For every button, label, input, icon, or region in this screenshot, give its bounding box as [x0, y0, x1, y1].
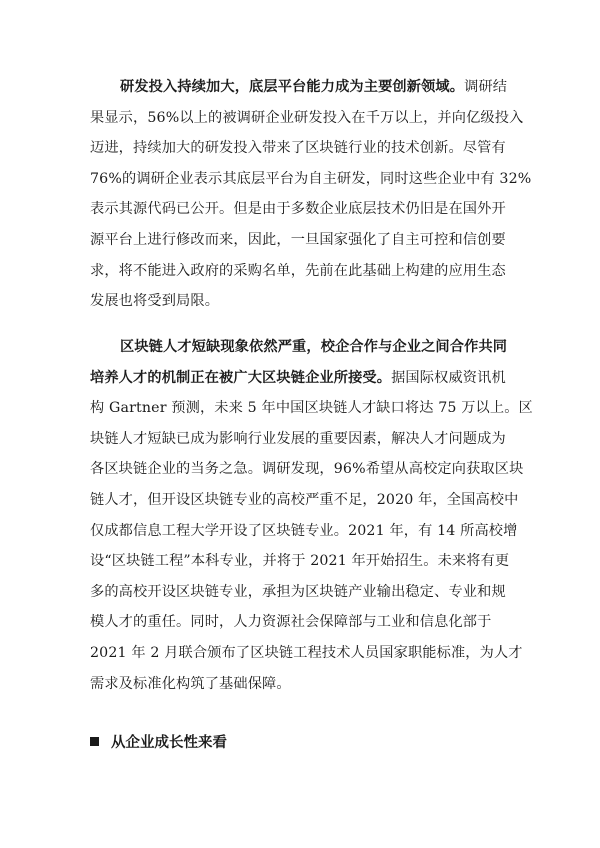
- paragraph-line: 表示其源代码已公开。但是由于多数企业底层技术仍旧是在国外开: [90, 201, 506, 218]
- paragraph-line: 发展也将受到局限。: [90, 293, 220, 310]
- paragraph-text: 据国际权威资讯机: [391, 369, 506, 386]
- paragraph-lead-bold: 区块链人才短缺现象依然严重，校企合作与企业之间合作共同: [120, 339, 508, 355]
- paragraph-line: 2021 年 2 月联合颁布了区块链工程技术人员国家职能标准，为人才: [90, 644, 523, 661]
- paragraph-rd-investment: [90, 72, 532, 317]
- paragraph-lead-bold: 研发投入持续加大，底层平台能力成为主要创新领域。: [120, 79, 465, 95]
- section-heading-text: 从企业成长性来看: [111, 734, 227, 751]
- paragraph-line: 各区块链企业的当务之急。调研发现，96%希望从高校定向获取区块: [90, 461, 524, 478]
- paragraph-line: [90, 363, 520, 394]
- paragraph-lead-bold: 培养人才的机制正在被广大区块链企业所接受。: [90, 369, 392, 386]
- paragraph-talent-shortage: [90, 332, 533, 699]
- paragraph-line: [90, 72, 520, 103]
- paragraph-text: 调研结: [464, 79, 508, 95]
- paragraph-line: 需求及标准化构筑了基础保障。: [90, 675, 291, 692]
- paragraph-line: 链人才，但开设区块链专业的高校严重不足，2020 年，全国高校中: [90, 491, 519, 508]
- paragraph-line: 源平台上进行修改而来，因此，一旦国家强化了自主可控和信创要: [90, 231, 506, 248]
- paragraph-line: 块链人才短缺已成为影响行业发展的重要因素，解决人才问题成为: [90, 430, 506, 447]
- paragraph-line: 迈进，持续加大的研发投入带来了区块链行业的技术创新。尽管有: [90, 140, 506, 157]
- paragraph-line: 果显示，56%以上的被调研企业研发投入在千万以上，并向亿级投入: [90, 109, 524, 126]
- paragraph-line: 设“区块链工程”本科专业，并将于 2021 年开始招生。未来将有更: [90, 553, 510, 570]
- paragraph-line: 多的高校开设区块链专业，承担为区块链产业输出稳定、专业和规: [90, 583, 506, 600]
- paragraph-line: 模人才的重任。同时，人力资源社会保障部与工业和信息化部于: [90, 614, 492, 631]
- paragraph-line: 仅成都信息工程大学开设了区块链专业。2021 年，有 14 所高校增: [90, 522, 518, 539]
- section-heading: [90, 728, 227, 758]
- paragraph-line: 76%的调研企业表示其底层平台为自主研发，同时这些企业中有 32%: [90, 170, 532, 187]
- paragraph-line: 求，将不能进入政府的采购名单，先前在此基础上构建的应用生态: [90, 262, 506, 279]
- paragraph-line: 构 Gartner 预测，未来 5 年中国区块链人才缺口将达 75 万以上。区: [90, 400, 533, 417]
- square-bullet-icon: [90, 737, 99, 746]
